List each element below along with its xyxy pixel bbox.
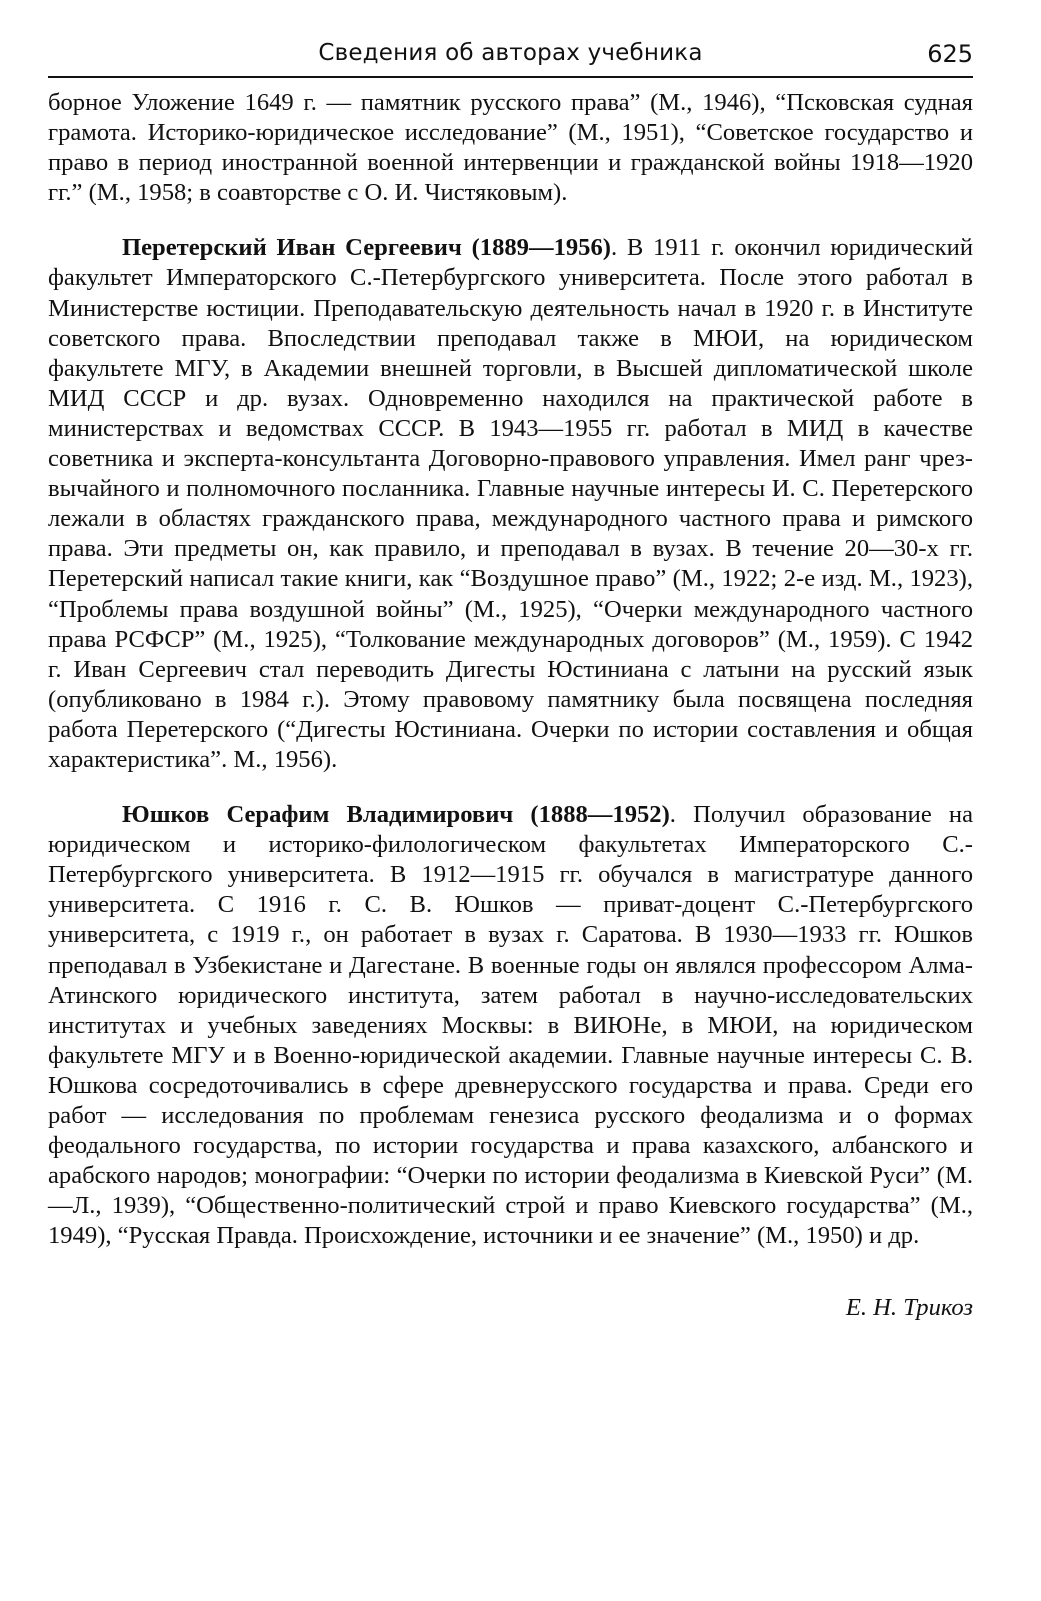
paragraph-text: борное Уложение 1649 г. — памятник русского права” (М., 1946), “Псковская судная грамота. Историко-юридическое исследование” (М., 1951), “Советское государство и право в период иностранной военной интервенции и гражданской войны 1918—1920 гг.” (М., 1958; в соавторстве с О. И. Чистяковым). (48, 89, 973, 207)
paragraph-text: . Получил образование на юридическом и историко-филологическом факультетах Императорского С.-Петербургского университета. В 1912—1915 гг. обучался в магистратуре данного университета. С 1916 г. С. В. Юшков — приват-доцент С.-Петербургского университета, с 1919 г., он работает в вузах г. Саратова. В 1930—1933 гг. Юшков преподавал в Узбекистане и Дагестане. В военные годы он являлся профессором Алма-Атинского юридического института, затем работал в научно-исследовательских институтах и учебных заведениях Москвы: в ВИЮНе, в МЮИ, на юридическом факультете МГУ и в Военно-юридической академии. Главные научные интересы С. В. Юшкова сосредоточивались в сфере древнерусского государства и права. Среди его работ — исследования по проблемам генезиса русского феодализма и о формах феодального государства, по истории государства и права казахского, албанского и арабского народов; монографии: “Очерки по истории феодализма в Киевской Руси” (М.—Л., 1939), “Общественно-политический строй и право Киевского государства” (М., 1949), “Русская Правда. Происхождение, источники и ее значение” (М., 1950) и др. (48, 801, 973, 1250)
bio-name: Перетерский Иван Сергеевич (1889—1956) (122, 234, 611, 262)
bio-name: Юшков Серафим Владимирович (1888—1952) (122, 801, 670, 829)
book-page (48, 30, 973, 1323)
body-text (48, 88, 973, 1251)
paragraph-text: . В 1911 г. окончил юридический факультет Императорского С.-Петербургского университета. После этого работал в Министерстве юстиции. Преподавательскую деятельность начал в 1920 г. в Институте советского права. Впоследствии преподавал также в МЮИ, на юридическом факультете МГУ, в Академии внешней торговли, в Высшей дипломатической школе МИД СССР и др. вузах. Одновременно находился на практической работе в министерствах и ведомствах СССР. В 1943—1955 гг. работал в МИД в качестве советника и эксперта-консультанта Договорно-правового управления. Имел ранг чрезвычайного и полномочного посланника. Главные научные интересы И. С. Перетерского лежали в областях гражданского права, международного частного права и римского права. Эти предметы он, как правило, и преподавал в вузах. В течение 20—30-х гг. Перетерский написал такие книги, как “Воздушное право” (М., 1922; 2-е изд. М., 1923), “Проблемы права воздушной войны” (М., 1925), “Очерки международного частного права РСФСР” (М., 1925), “Толкование международных договоров” (М., 1959). С 1942 г. Иван Сергеевич стал переводить Дигесты Юстиниана с латыни на русский язык (опубликовано в 1984 г.). Этому правовому памятнику была посвящена последняя работа Перетерского (“Дигесты Юстиниана. Очерки по истории составления и общая характеристика”. М., 1956). (48, 234, 973, 773)
running-title: Сведения об авторах учебника (318, 40, 703, 66)
paragraph-bio-peretersky (48, 233, 973, 775)
running-head (48, 30, 973, 78)
author-signature: Е. Н. Трикоз (845, 1294, 973, 1322)
paragraph-bio-yushkov (48, 800, 973, 1251)
paragraph-continuation (48, 88, 973, 208)
page-number: 625 (927, 40, 973, 68)
